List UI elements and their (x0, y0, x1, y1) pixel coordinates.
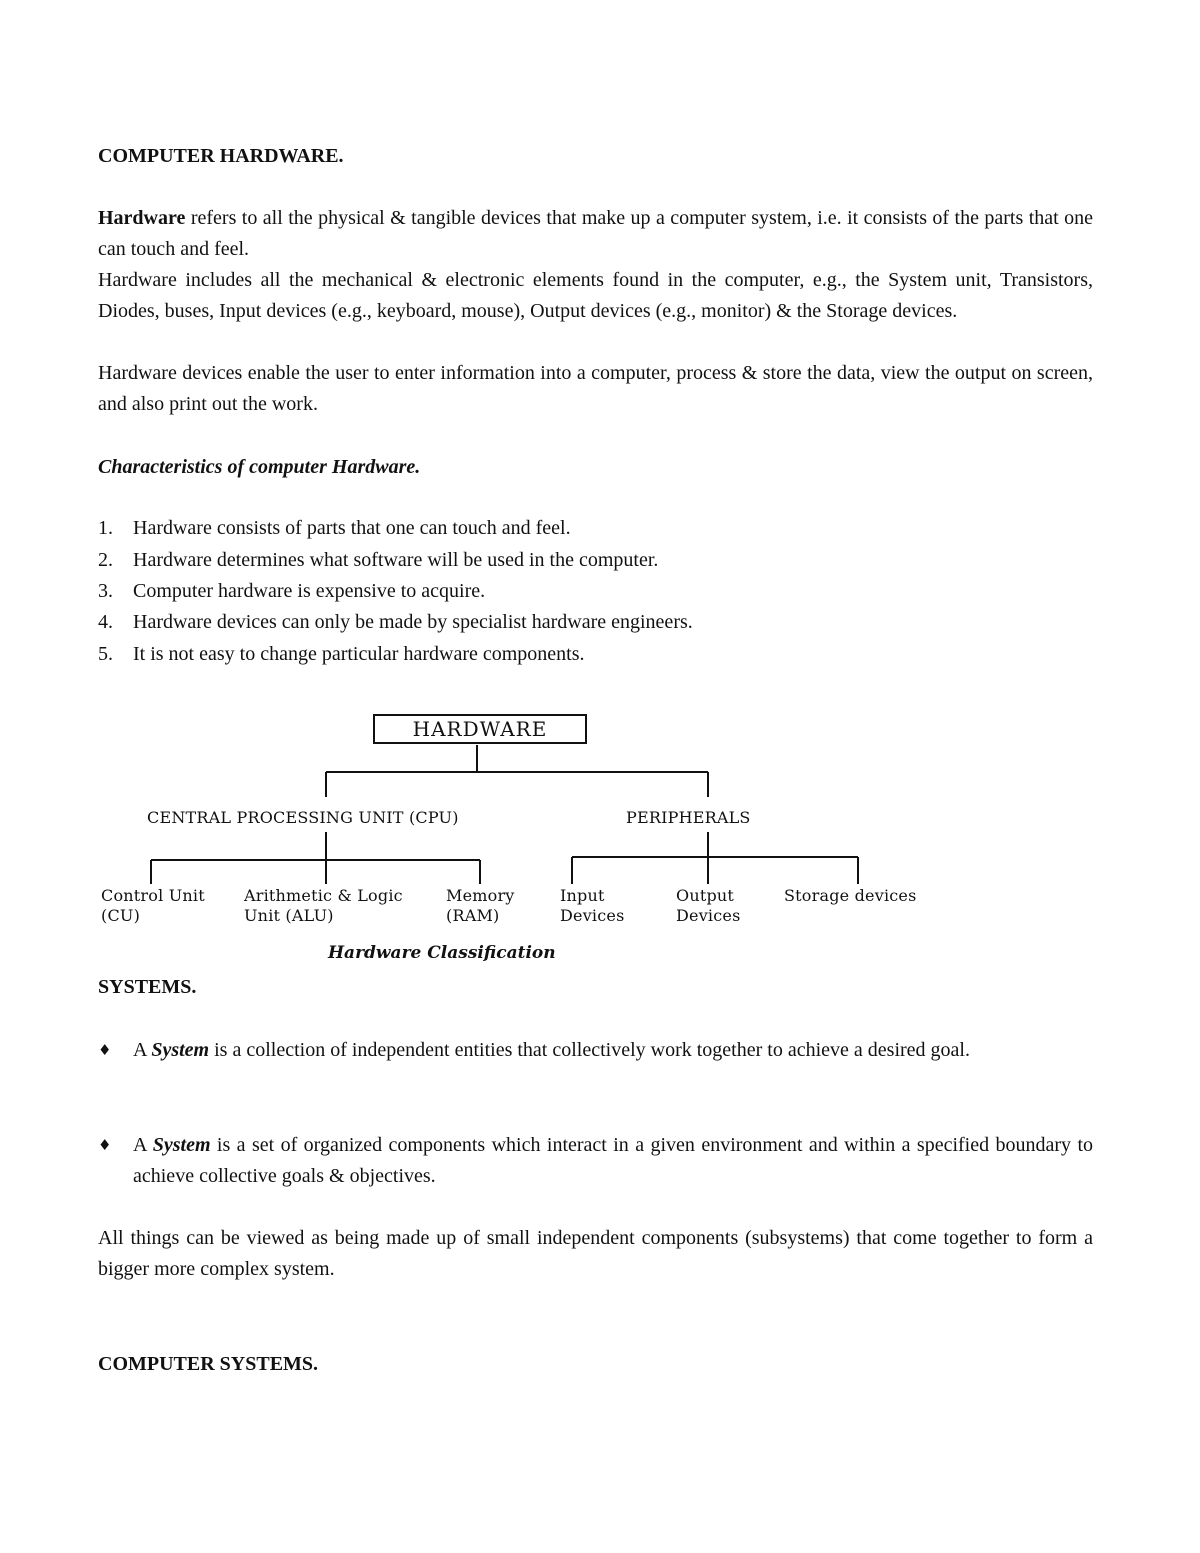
section-title-computer-systems: COMPUTER SYSTEMS. (98, 1353, 319, 1375)
bullet-post: is a collection of independent entities that collectively work together to achieve a desired goal. (209, 1039, 970, 1061)
systems-bullet-item (98, 1130, 1093, 1192)
node-label-line2: Devices (560, 906, 625, 925)
list-number: 1. (98, 517, 113, 539)
node-label-line1: Memory (446, 886, 515, 905)
node-label-line1: Arithmetic & Logic (244, 886, 403, 905)
hardware-paragraph-3: Hardware devices enable the user to enter information into a computer, process & store the data, view the output on screen, and also print out the work. (98, 362, 1093, 415)
bullet-pre: A (133, 1134, 153, 1156)
diagram-caption: Hardware Classification (328, 943, 556, 963)
storage-devices-node (784, 886, 917, 906)
characteristics-title: Characteristics of computer Hardware. (98, 456, 421, 478)
hardware-root-node: HARDWARE (373, 714, 587, 744)
memory-node (446, 886, 515, 926)
node-label-line2: Devices (676, 906, 741, 925)
diamond-bullet-icon: ♦ (98, 1136, 112, 1154)
alu-node (244, 886, 403, 926)
cpu-node: CENTRAL PROCESSING UNIT (CPU) (147, 808, 459, 827)
list-number: 2. (98, 549, 113, 571)
list-number: 4. (98, 611, 113, 633)
list-text: Hardware devices can only be made by specialist hardware engineers. (133, 611, 693, 633)
bullet-text (133, 1130, 1093, 1192)
hardware-paragraph-2: Hardware includes all the mechanical & electronic elements found in the computer, e.g., the System unit, Transistors, Diodes, buses, Input devices (e.g., keyboard, mouse), Output devices (e.g., monitor) & the Storage devices. (98, 269, 1093, 322)
bullet-text (133, 1035, 1093, 1066)
control-unit-node (101, 886, 205, 926)
list-text: Hardware consists of parts that one can touch and feel. (133, 517, 571, 539)
system-term: System (151, 1039, 210, 1061)
node-label-line1: Output (676, 886, 735, 905)
list-number: 3. (98, 580, 113, 602)
list-text: Computer hardware is expensive to acquire. (133, 580, 486, 602)
system-term: System (152, 1134, 211, 1156)
node-label-line2: (CU) (101, 906, 141, 925)
hardware-paragraph-1 (98, 203, 1093, 265)
section-title-computer-hardware: COMPUTER HARDWARE. (98, 145, 344, 167)
node-label-line2: (RAM) (446, 906, 500, 925)
systems-paragraph: All things can be viewed as being made up of small independent components (subsystems) that come together to form a bigger more complex system. (98, 1227, 1093, 1280)
peripherals-node: PERIPHERALS (626, 808, 751, 827)
list-text: It is not easy to change particular hardware components. (133, 643, 585, 665)
node-label-line2: Unit (ALU) (244, 906, 334, 925)
node-label-line1: Storage devices (784, 886, 917, 905)
bullet-pre: A (133, 1039, 152, 1061)
list-text: Hardware determines what software will be used in the computer. (133, 549, 659, 571)
node-label-line1: Input (560, 886, 605, 905)
diamond-bullet-icon: ♦ (98, 1041, 112, 1059)
node-label-line1: Control Unit (101, 886, 205, 905)
hardware-term: Hardware (98, 207, 186, 229)
systems-bullet-item (98, 1035, 1093, 1066)
bullet-post: is a set of organized components which interact in a given environment and within a specified boundary to achieve collective goals & objectives. (133, 1134, 1093, 1187)
hardware-paragraph-1-text: refers to all the physical & tangible devices that make up a computer system, i.e. it consists of the parts that one can touch and feel. (98, 207, 1093, 260)
input-devices-node (560, 886, 625, 926)
list-number: 5. (98, 643, 113, 665)
section-title-systems: SYSTEMS. (98, 976, 197, 998)
output-devices-node (676, 886, 741, 926)
